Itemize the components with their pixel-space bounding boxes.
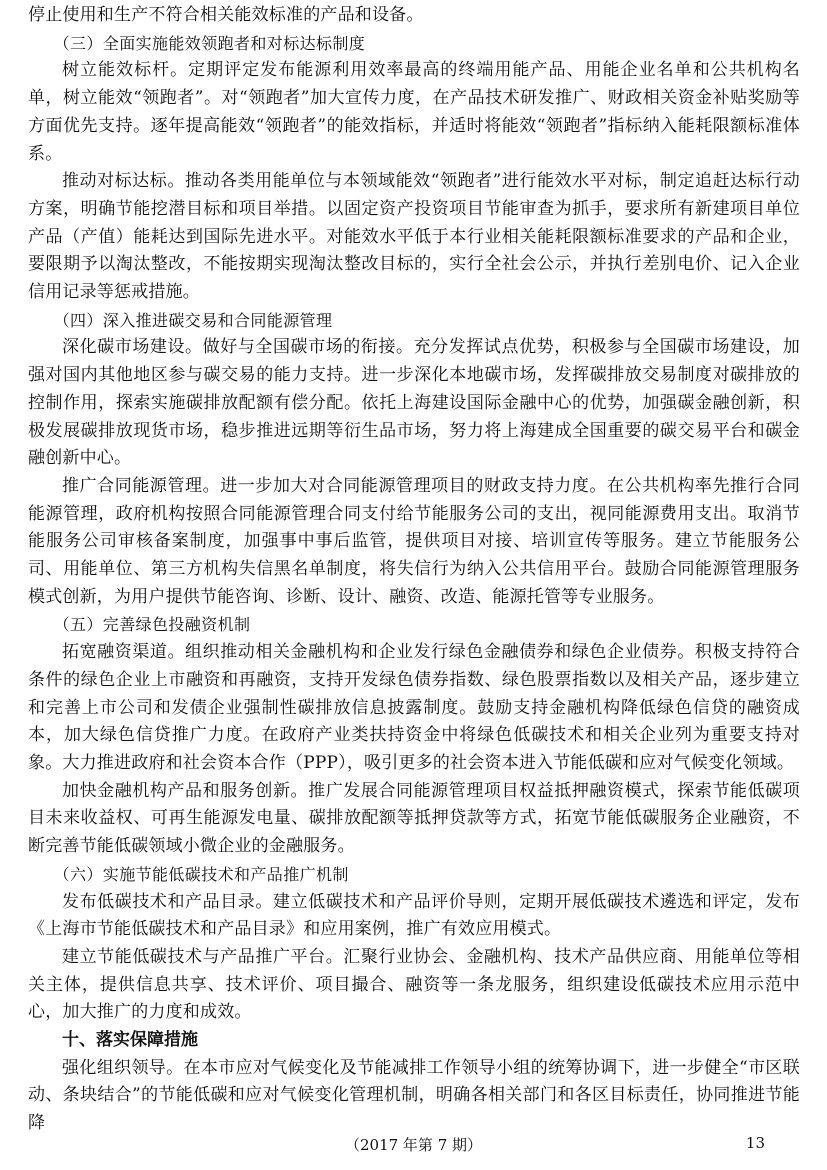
section-heading: 十、落实保障措施 — [62, 1030, 198, 1051]
body-paragraph: 发布低碳技术和产品目录。建立低碳技术和产品评价导则，定期开展低碳技术遴选和评定，发布《上海市节能低碳技术和产品目录》和应用案例，推广有效应用模式。 — [28, 891, 800, 940]
body-paragraph: 建立节能低碳技术与产品推广平台。汇聚行业协会、金融机构、技术产品供应商、用能单位等相关主体，提供信息共享、技术评价、项目撮合、融资等一条龙服务，组织建设低碳技术应用示范中心，加大推广的力度和成效。 — [28, 946, 800, 1023]
subsection-heading: （三）全面实施能效领跑者和对标达标制度 — [53, 33, 366, 53]
body-paragraph: 推动对标达标。推动各类用能单位与本领域能效“领跑者”进行能效水平对标，制定追赶达标行动方案，明确节能挖潜目标和项目举措。以固定资产投资项目节能审查为抓手，要求所有新建项目单位产品（产值）能耗达到国际先进水平。对能效水平低于本行业相关能耗限额标准要求的产品和企业，要限期予以淘汰整改，不能按期实现淘汰整改目标的，实行全社会公示，并执行差别电价、记入企业信用记录等惩戒措施。 — [28, 171, 800, 303]
body-paragraph-continued: 停止使用和生产不符合相关能效标准的产品和设备。 — [28, 5, 424, 25]
subsection-heading: （六）实施节能低碳技术和产品推广机制 — [53, 864, 349, 884]
body-paragraph: 加快金融机构产品和服务创新。推广发展合同能源管理项目权益抵押融资模式，探索节能低碳项目未来收益权、可再生能源发电量、碳排放配额等抵押贷款等方式，拓宽节能低碳服务企业融资，不断完善节能低碳领域小微企业的金融服务。 — [28, 780, 800, 857]
subsection-heading: （四）深入推进碳交易和合同能源管理 — [53, 310, 333, 330]
body-paragraph: 深化碳市场建设。做好与全国碳市场的衔接。充分发挥试点优势，积极参与全国碳市场建设，加强对国内其他地区参与碳交易的能力支持。进一步深化本地碳市场，发挥碳排放交易制度对碳排放的控制作用，探索实施碳排放配额有偿分配。依托上海建设国际金融中心的优势，加强碳金融创新，积极发展碳排放现货市场，稳步推进远期等衍生品市场，努力将上海建成全国重要的碳交易平台和碳金融创新中心。 — [28, 337, 800, 469]
body-paragraph: 拓宽融资渠道。组织推动相关金融机构和企业发行绿色金融债券和绿色企业债券。积极支持符合条件的绿色企业上市融资和再融资，支持开发绿色债券指数、绿色股票指数以及相关产品，逐步建立和完善上市公司和发债企业强制性碳排放信息披露制度。鼓励支持金融机构降低绿色信贷的融资成本，加大绿色信贷推广力度。在政府产业类扶持资金中将绿色低碳技术和相关企业列为重要支持对象。大力推进政府和社会资本合作（PPP），吸引更多的社会资本进入节能低碳和应对气候变化领域。 — [28, 642, 800, 773]
document-body — [28, 2, 800, 1138]
page-number: 13 — [745, 1134, 765, 1152]
body-paragraph: 推广合同能源管理。进一步加大对合同能源管理项目的财政支持力度。在公共机构率先推行合同能源管理，政府机构按照合同能源管理合同支付给节能服务公司的支出，视同能源费用支出。取消节能服务公司审核备案制度，加强事中事后监管，提供项目对接、培训宣传等服务。建立节能服务公司、用能单位、第三方机构失信黑名单制度，将失信行为纳入公共信用平台。鼓励合同能源管理服务模式创新，为用户提供节能咨询、诊断、设计、融资、改造、能源托管等专业服务。 — [28, 475, 800, 607]
page-footer — [0, 1134, 827, 1160]
body-paragraph: 强化组织领导。在本市应对气候变化及节能减排工作领导小组的统筹协调下，进一步健全“市区联动、条块结合”的节能低碳和应对气候变化管理机制，明确各相关部门和各区目标责任，协同推进节能降 — [28, 1057, 800, 1134]
body-paragraph: 树立能效标杆。定期评定发布能源利用效率最高的终端用能产品、用能企业名单和公共机构名单，树立能效“领跑者”。对“领跑者”加大宣传力度，在产品技术研发推广、财政相关资金补贴奖励等方面优先支持。逐年提高能效“领跑者”的能效指标，并适时将能效“领跑者”指标纳入能耗限额标准体系。 — [28, 60, 800, 164]
issue-label: （2017 年第 7 期） — [344, 1136, 483, 1154]
subsection-heading: （五）完善绿色投融资机制 — [53, 615, 251, 635]
